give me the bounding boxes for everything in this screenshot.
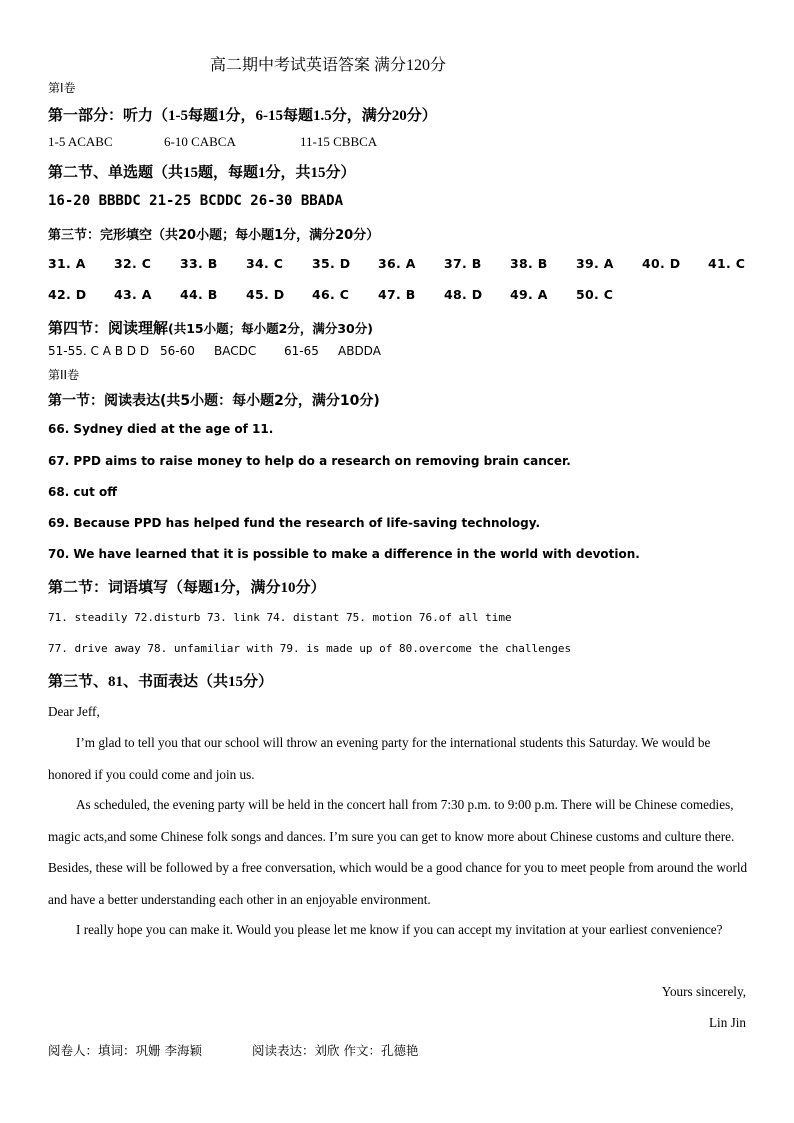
- word-fill-answers-77-80: 77. drive away 78. unfamiliar with 79. is made up of 80.overcome the challenges: [48, 642, 572, 655]
- footer-graders: 阅卷人：填词：巩姗 李海颖: [48, 1043, 202, 1058]
- page-title: 高二期中考试英语答案 满分120分: [210, 57, 447, 74]
- volume-one-label: 第I卷: [48, 81, 76, 95]
- cloze-answer: 49. A: [510, 287, 548, 302]
- letter-paragraph-2: As scheduled, the evening party will be held in the concert hall from 7:30 p.m. to 9:00 p.m. There will be Chinese comedies, magic acts,and some Chinese folk songs and dances. I’m sure you can get to know more about Chinese customs and culture there. Besides, these will be followed by a free conversation, which would be a good chance for you to meet people from around the world and have a better understanding each other in an enjoyable environment.: [48, 797, 748, 907]
- part2-section2-heading: 第二节：词语填写（每题1分，满分10分）: [48, 580, 326, 596]
- reading-expression-answer-66: 66. Sydney died at the age of 11.: [48, 422, 274, 436]
- cloze-answer: 43. A: [114, 287, 152, 302]
- reading-label-56-60: 56-60: [160, 344, 195, 358]
- listening-answers-11-15: 11-15 CBBCA: [300, 134, 378, 149]
- part2-section1-heading: 第一节：阅读表达(共5小题：每小题2分，满分10分): [48, 393, 380, 409]
- letter-closing: Yours sincerely,: [661, 984, 746, 999]
- cloze-answer: 34. C: [246, 256, 284, 271]
- reading-answers-56-60: BACDC: [214, 344, 257, 358]
- reading-expression-answer-67: 67. PPD aims to raise money to help do a research on removing brain cancer.: [48, 454, 571, 468]
- cloze-answer: 50. C: [576, 287, 614, 302]
- cloze-answer: 36. A: [378, 256, 416, 271]
- reading-label-61-65: 61-65: [284, 344, 319, 358]
- reading-expression-answer-70: 70. We have learned that it is possible to make a difference in the world with devotion.: [48, 547, 640, 561]
- cloze-answer: 37. B: [444, 256, 482, 271]
- cloze-answer: 45. D: [246, 287, 285, 302]
- volume-two-label: 第II卷: [48, 368, 80, 382]
- letter-paragraph-1: I’m glad to tell you that our school will throw an evening party for the international students this Saturday. We would be honored if you could come and join us.: [48, 735, 711, 782]
- listening-answers-6-10: 6-10 CABCA: [164, 134, 236, 149]
- cloze-answer: 38. B: [510, 256, 548, 271]
- cloze-answer: 39. A: [576, 256, 614, 271]
- listening-answers-1-5: 1-5 ACABC: [48, 134, 113, 149]
- letter-salutation: Dear Jeff,: [48, 704, 100, 719]
- cloze-answer: 35. D: [312, 256, 351, 271]
- cloze-answer: 41. C: [708, 256, 746, 271]
- reading-answers-61-65: ABDDA: [338, 344, 381, 358]
- part1-heading: 第一部分：听力（1-5每题1分，6-15每题1.5分，满分20分）: [48, 108, 437, 124]
- cloze-answer: 44. B: [180, 287, 218, 302]
- reading-expression-answer-68: 68. cut off: [48, 485, 117, 499]
- cloze-answer: 40. D: [642, 256, 681, 271]
- cloze-answers-row-1: [48, 256, 748, 271]
- part2-section3-heading: 第三节、81、书面表达（共15分）: [48, 674, 274, 690]
- cloze-answer: 31. A: [48, 256, 86, 271]
- reading-answers-51-55: 51-55. C A B D D: [48, 344, 150, 358]
- cloze-answers-row-2: [48, 287, 642, 302]
- reading-expression-answer-69: 69. Because PPD has helped fund the research of life-saving technology.: [48, 516, 541, 530]
- cloze-answer: 47. B: [378, 287, 416, 302]
- cloze-answer: 48. D: [444, 287, 483, 302]
- section3-heading: 第三节：完形填空（共20小题；每小题1分，满分20分）: [48, 228, 380, 243]
- section4-heading-detail: (共15小题；每小题2分，满分30分): [168, 321, 373, 336]
- word-fill-answers-71-76: 71. steadily 72.disturb 73. link 74. distant 75. motion 76.of all time: [48, 611, 512, 624]
- section2-heading: 第二节、单选题（共15题，每题1分，共15分）: [48, 165, 356, 181]
- cloze-answer: 46. C: [312, 287, 350, 302]
- letter-paragraph-3: I really hope you can make it. Would you please let me know if you can accept my invitation at your earliest convenience?: [76, 922, 723, 937]
- cloze-answer: 42. D: [48, 287, 87, 302]
- single-choice-answers: 16-20 BBBDC 21-25 BCDDC 26-30 BBADA: [48, 193, 344, 209]
- footer-reading-graders: 阅读表达：刘欣 作文：孔德艳: [252, 1043, 419, 1058]
- section4-heading: [48, 317, 373, 338]
- letter-signature: Lin Jin: [709, 1015, 746, 1030]
- cloze-answer: 32. C: [114, 256, 152, 271]
- cloze-answer: 33. B: [180, 256, 218, 271]
- section4-heading-main: 第四节：阅读理解: [48, 321, 169, 337]
